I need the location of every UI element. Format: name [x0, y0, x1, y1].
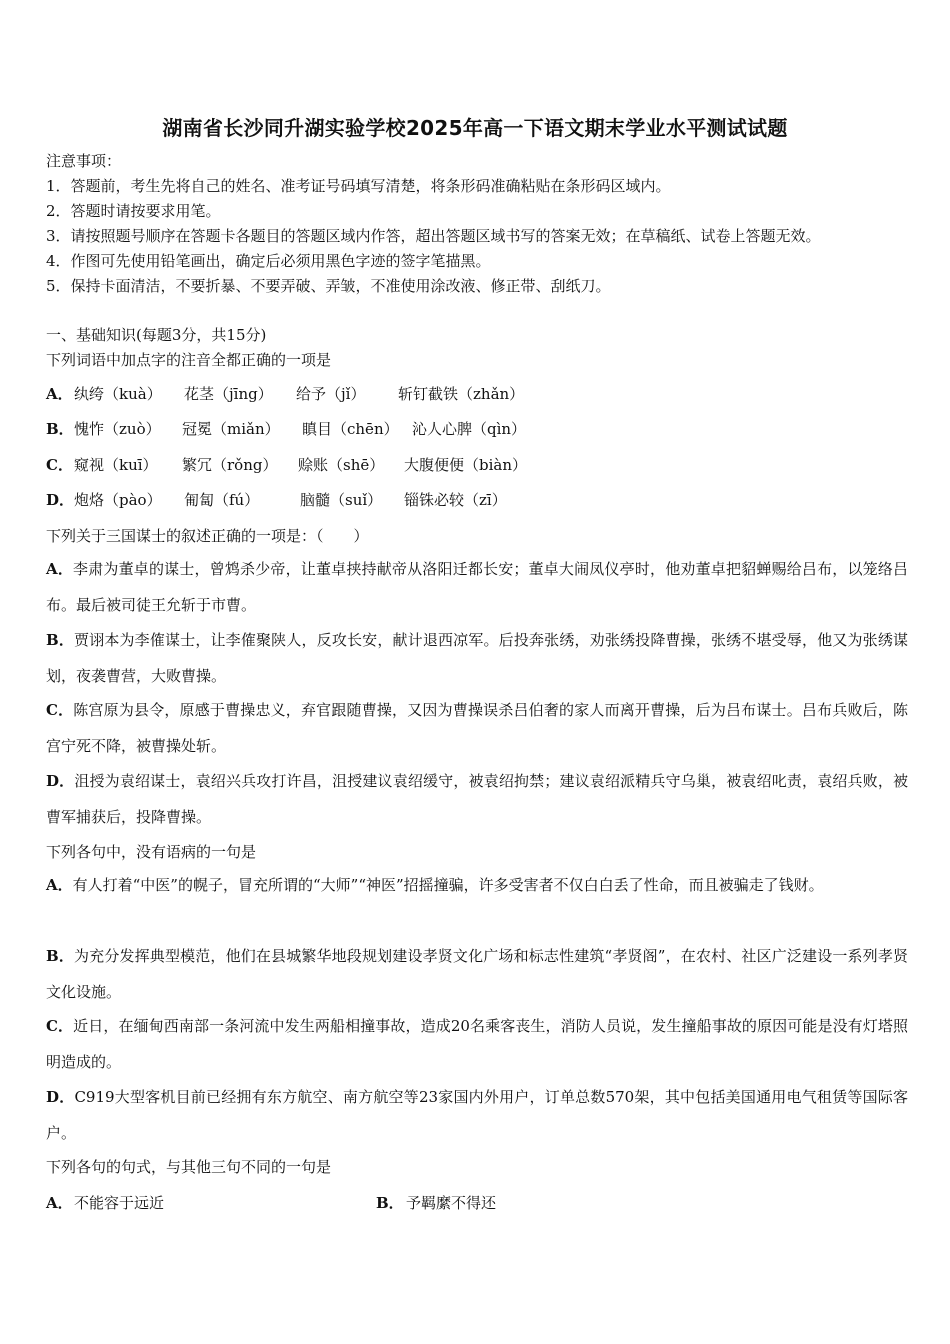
option-text: C919大型客机目前已经拥有东方航空、南方航空等23家国内外用户，订单总数570架，其中包括美国通用电气租赁等国际客户。 [46, 1088, 908, 1142]
history-option-a [46, 551, 908, 623]
option-label: D． [46, 772, 75, 790]
notice-item: 3．请按照题号顺序在答题卡各题目的答题区域内作答，超出答题区域书写的答案无效；在草稿纸、试卷上答题无效。 [46, 227, 821, 245]
option-label: A． [46, 1194, 73, 1212]
option-label: B． [46, 420, 74, 438]
question-stem: 下列关于三国谋士的叙述正确的一项是：（ ） [46, 527, 369, 545]
option-label: A． [46, 876, 73, 894]
option-text: 不能容于远近 [74, 1194, 165, 1212]
option-label: A． [46, 560, 74, 578]
option-text: 有人打着“中医”的幌子，冒充所谓的“大师”“神医”招摇撞骗，许多受害者不仅白白丢了性命，而且被骗走了钱财。 [72, 876, 824, 894]
section-heading: 一、基础知识(每题3分，共15分) [46, 326, 267, 344]
option-text: 陈宫原为县令，原感于曹操忠义，弃官跟随曹操，又因为曹操误杀吕伯奢的家人而离开曹操，后为吕布谋士。吕布兵败后，陈宫宁死不降，被曹操处斩。 [46, 701, 908, 755]
option-word: 匍匐（fú） [184, 491, 260, 509]
option-label: B． [46, 631, 75, 649]
option-word: 炮烙（pào） [74, 491, 162, 509]
option-label: D． [46, 1088, 75, 1106]
option-label: B． [376, 1194, 404, 1212]
option-word: 斩钉截铁（zhǎn） [398, 385, 525, 403]
option-word: 脑髓（suǐ） [300, 491, 383, 509]
option-word: 赊账（shē） [298, 456, 385, 474]
option-word: 繁冗（rǒng） [182, 456, 278, 474]
notice-item: 4．作图可先使用铅笔画出，确定后必须用黑色字迹的签字笔描黑。 [46, 252, 491, 270]
option-word: 锱铢必较（zī） [404, 491, 507, 509]
grammar-option-d [46, 1079, 908, 1151]
option-text: 近日，在缅甸西南部一条河流中发生两船相撞事故，造成20名乘客丧生，消防人员说，发生撞船事故的原因可能是没有灯塔照明造成的。 [46, 1017, 908, 1071]
option-text: 予羁縻不得还 [406, 1194, 497, 1212]
history-option-b [46, 622, 908, 694]
notice-section [46, 149, 908, 299]
option-word: 沁人心脾（qìn） [412, 420, 527, 438]
option-text: 贾诩本为李傕谋士，让李傕聚陕人，反攻长安，献计退西凉军。后投奔张绣，劝张绣投降曹操，张绣不堪受辱，他又为张绣谋划，夜袭曹营，大败曹操。 [46, 631, 908, 685]
option-text: 为充分发挥典型模范，他们在县城繁华地段规划建设孝贤文化广场和标志性建筑“孝贤阁”，在农村、社区广泛建设一系列孝贤文化设施。 [46, 947, 908, 1001]
question-stem: 下列各句的句式，与其他三句不同的一句是 [46, 1158, 332, 1176]
page-title: 湖南省长沙同升湖实验学校2025年高一下语文期末学业水平测试试题 [162, 116, 788, 140]
history-option-d [46, 763, 908, 835]
option-word: 窥视（kuī） [74, 456, 158, 474]
notice-item: 5．保持卡面清洁，不要折暴、不要弄破、弄皱，不准使用涂改液、修正带、刮纸刀。 [46, 277, 611, 295]
option-label: C． [46, 701, 74, 719]
notice-item: 2．答题时请按要求用笔。 [46, 202, 221, 220]
notice-item: 1．答题前，考生先将自己的姓名、准考证号码填写清楚，将条形码准确粘贴在条形码区域内。 [46, 177, 671, 195]
option-text: 沮授为袁绍谋士，袁绍兴兵攻打许昌，沮授建议袁绍缓守，被袁绍拘禁；建议袁绍派精兵守乌巢，被袁绍叱责，袁绍兵败，被曹军捕获后，投降曹操。 [46, 772, 908, 826]
option-word: 花茎（jīng） [184, 385, 273, 403]
option-word: 给予（jǐ） [296, 385, 366, 403]
grammar-option-a [46, 867, 908, 903]
option-word: 冠冕（miǎn） [182, 420, 280, 438]
option-word: 瞋目（chēn） [302, 420, 399, 438]
grammar-option-b [46, 938, 908, 1010]
option-label: A． [46, 385, 73, 403]
sentence-options-row [46, 1190, 908, 1216]
option-word: 愧怍（zuò） [74, 420, 161, 438]
grammar-option-c [46, 1008, 908, 1080]
option-label: D． [46, 491, 75, 509]
option-word: 纨绔（kuà） [74, 385, 162, 403]
question-stem: 下列各句中，没有语病的一句是 [46, 843, 257, 861]
option-label: C． [46, 1017, 74, 1035]
question-stem: 下列词语中加点字的注音全都正确的一项是 [46, 351, 332, 369]
history-option-c [46, 692, 908, 764]
option-word: 大腹便便（biàn） [404, 456, 528, 474]
option-label: C． [46, 456, 73, 474]
option-label: B． [46, 947, 74, 965]
notice-heading: 注意事项： [46, 152, 122, 170]
option-text: 李肃为董卓的谋士，曾鸩杀少帝，让董卓挟持献帝从洛阳迁都长安；董卓大闹凤仪亭时，他劝董卓把貂蝉赐给吕布，以笼络吕布。最后被司徒王允斩于市曹。 [46, 560, 908, 614]
